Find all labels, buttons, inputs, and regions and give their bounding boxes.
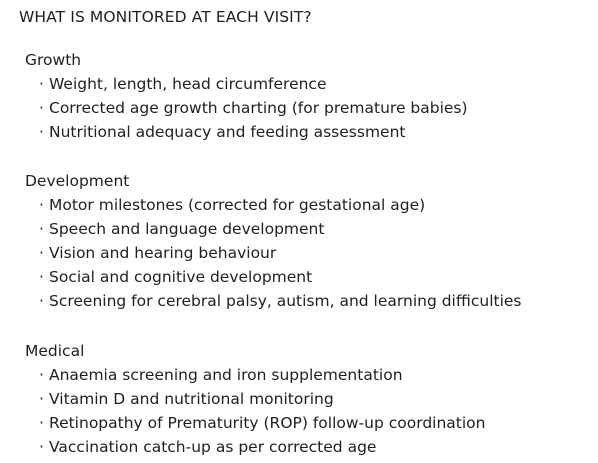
bullet-dot: · <box>39 75 44 93</box>
list-item <box>25 195 595 219</box>
list-item <box>25 122 595 146</box>
list-item <box>25 74 595 98</box>
list-item-text: Motor milestones (corrected for gestational age) <box>49 196 426 214</box>
list-item-text: Weight, length, head circumference <box>49 75 327 93</box>
list-item-text: Vision and hearing behaviour <box>49 244 277 262</box>
list-item <box>25 413 595 437</box>
list-item <box>25 219 595 243</box>
section-medical <box>25 341 595 461</box>
bullet-dot: · <box>39 196 44 214</box>
page-heading: WHAT IS MONITORED AT EACH VISIT? <box>19 8 312 26</box>
growth-list <box>25 74 595 146</box>
section-title-development: Development <box>25 172 130 190</box>
list-item <box>25 291 595 315</box>
bullet-dot: · <box>39 292 44 310</box>
list-item-text: Anaemia screening and iron supplementation <box>49 366 403 384</box>
list-item <box>25 267 595 291</box>
bullet-dot: · <box>39 244 44 262</box>
section-development <box>25 171 595 315</box>
section-title-medical: Medical <box>25 342 85 360</box>
bullet-dot: · <box>39 99 44 117</box>
bullet-dot: · <box>39 366 44 384</box>
list-item-text: Speech and language development <box>49 220 325 238</box>
section-title-growth: Growth <box>25 51 82 69</box>
development-list <box>25 195 595 315</box>
list-item-text: Corrected age growth charting (for premature babies) <box>49 99 468 117</box>
bullet-dot: · <box>39 390 44 408</box>
bullet-dot: · <box>39 268 44 286</box>
list-item <box>25 437 595 461</box>
list-item <box>25 243 595 267</box>
list-item-text: Nutritional adequacy and feeding assessment <box>49 123 406 141</box>
medical-list <box>25 365 595 461</box>
list-item-text: Screening for cerebral palsy, autism, and learning difficulties <box>49 292 522 310</box>
bullet-dot: · <box>39 220 44 238</box>
section-growth <box>25 50 595 146</box>
list-item-text: Vaccination catch-up as per corrected age <box>49 438 377 456</box>
list-item <box>25 389 595 413</box>
bullet-dot: · <box>39 414 44 432</box>
bullet-dot: · <box>39 123 44 141</box>
list-item <box>25 98 595 122</box>
list-item-text: Vitamin D and nutritional monitoring <box>49 390 334 408</box>
list-item <box>25 365 595 389</box>
list-item-text: Retinopathy of Prematurity (ROP) follow-up coordination <box>49 414 486 432</box>
list-item-text: Social and cognitive development <box>49 268 313 286</box>
bullet-dot: · <box>39 438 44 456</box>
